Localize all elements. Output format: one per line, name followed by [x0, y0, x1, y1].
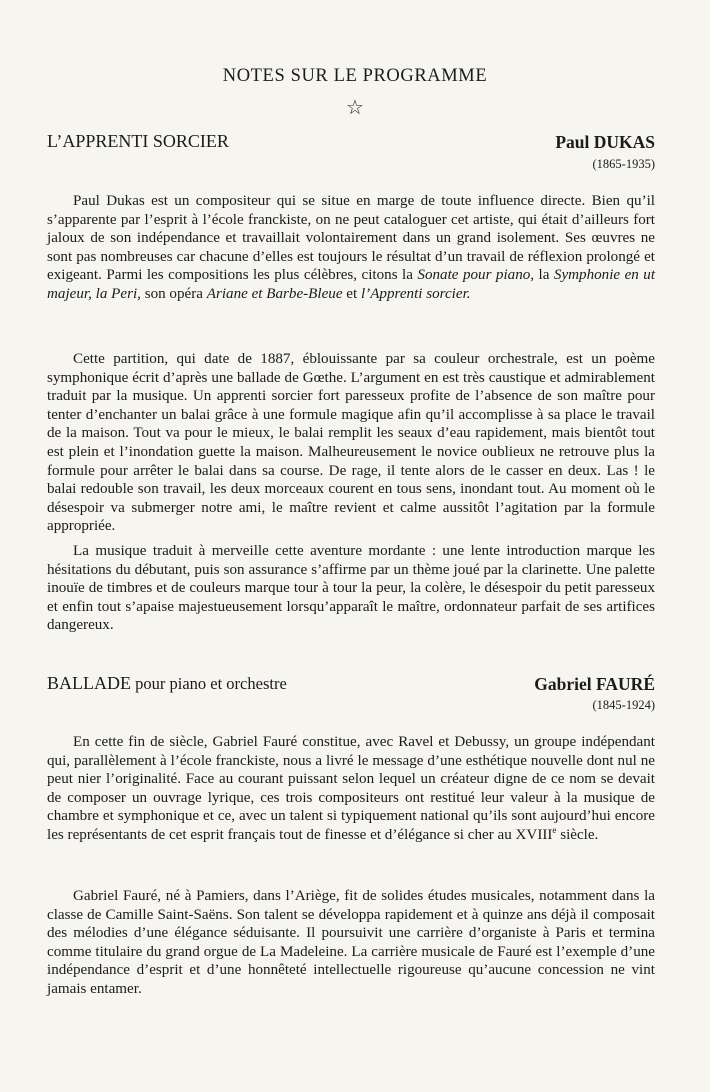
composer-dates-faure: (1845-1924) — [592, 698, 655, 712]
composer-dates-dukas: (1865-1935) — [592, 157, 655, 171]
paragraph-faure-intro: En cette fin de siècle, Gabriel Fauré constitue, avec Ravel et Debussy, un groupe indépendant qui, parallèlement à l’école franckiste, nous a livré le message d’une esthétique nouvelle dont nul ne peut nier l’originalité. Face au courant puissant selon lequel un créateur digne de ce nom se devait de composer un ouvrage lyrique, ces trois compositeurs ont restitué leur valeur à la musique de chambre et symphonique et ce, avec un talent si typiquement national qu’ils sont aujourd’hui encore les représentants de cet esprit français tout de finesse et d’élégance si cher au XVIIIe siècle. — [47, 734, 655, 843]
section-title-ballade: BALLADE pour piano et orchestre — [47, 673, 287, 693]
page-title: NOTES SUR LE PROGRAMME — [222, 66, 488, 86]
star-ornament-icon: ☆ — [346, 97, 364, 119]
paragraph-apprenti-argument: Cette partition, qui date de 1887, éblouissante par sa couleur orchestrale, est un poème symphonique écrit d’après une ballade de Gœthe. L’argument en est très caustique et admirablement traduit par la musique. Un apprenti sorcier fort paresseux profite de l’absence de son maître pour tenter d’enchanter un balai grâce à une formule magique afin qu’il accomplisse à sa place le travail de la maison. Tout va pour le mieux, le balai remplit les seaux d’eau rapidement, mais bientôt tout est plein et l’inondation guette la maison. Malheureusement le novice oublieux ne retrouve plus la formule pour arrêter le balai dans sa course. De rage, il tente alors de le casser en deux. Las ! le balai redouble son travail, les deux morceaux courent en tous sens, inondant tout. Au moment où le désespoir va submerger notre ami, le maître revient et calme aussitôt l’agitation par la formule appropriée. — [47, 351, 655, 535]
work-title: Ariane et Barbe-Bleue — [206, 285, 343, 302]
composer-name-faure: Gabriel FAURÉ — [534, 674, 655, 694]
paragraph-apprenti-music: La musique traduit à merveille cette aventure mordante : une lente introduction marque les hésitations du débutant, puis son assurance s’affirme par un thème joué par la clarinette. Une palette inouïe de timbres et de couleurs marque tour à tour la peur, la colère, le désespoir du petit paresseux et enfin tout s’apaise majestueusement lorsqu’apparaît le maître, ordonnateur parfait de ses artifices dangereux. — [47, 543, 655, 634]
section-title-apprenti-sorcier: L’APPRENTI SORCIER — [47, 131, 229, 151]
work-title: l’Apprenti sorcier. — [360, 285, 471, 302]
composer-name-dukas: Paul DUKAS — [555, 132, 655, 152]
paragraph-dukas-intro: Paul Dukas est un compositeur qui se situe en marge de toute influence directe. Bien qu’il s’apparente par l’esprit à l’école franckiste, on ne peut cataloguer cet artiste, qui était d’ailleurs fort jaloux de son indépendance et travaillait volontairement dans un grand isolement. Ses œuvres ne sont pas nombreuses car chacune d’elles est toujours le résultat d’un travail de réflexion prolongé et exigeant. Parmi les compositions les plus célèbres, citons la Sonate pour piano, la Symphonie en ut majeur, la Peri, son opéra Ariane et Barbe-Bleue et l’Apprenti sorcier. — [47, 193, 656, 302]
work-title: Sonate pour piano, — [417, 267, 535, 284]
work-title: Symphonie en ut majeur, la Peri, — [47, 267, 656, 302]
paragraph-faure-biography: Gabriel Fauré, né à Pamiers, dans l’Ariège, fit de solides études musicales, notamment dans la classe de Camille Saint-Saëns. Son talent se développa rapidement et à quinze ans déjà il composait des mélodies d’une élégance séduisante. Il poursuivit une carrière d’organiste à Paris et termina comme titulaire du grand orgue de La Madeleine. La carrière musicale de Fauré est l’exemple d’une indépendance d’esprit et d’une honnêteté intellectuelle rigoureuse qu’aucune concession ne vint jamais entamer. — [47, 888, 655, 997]
